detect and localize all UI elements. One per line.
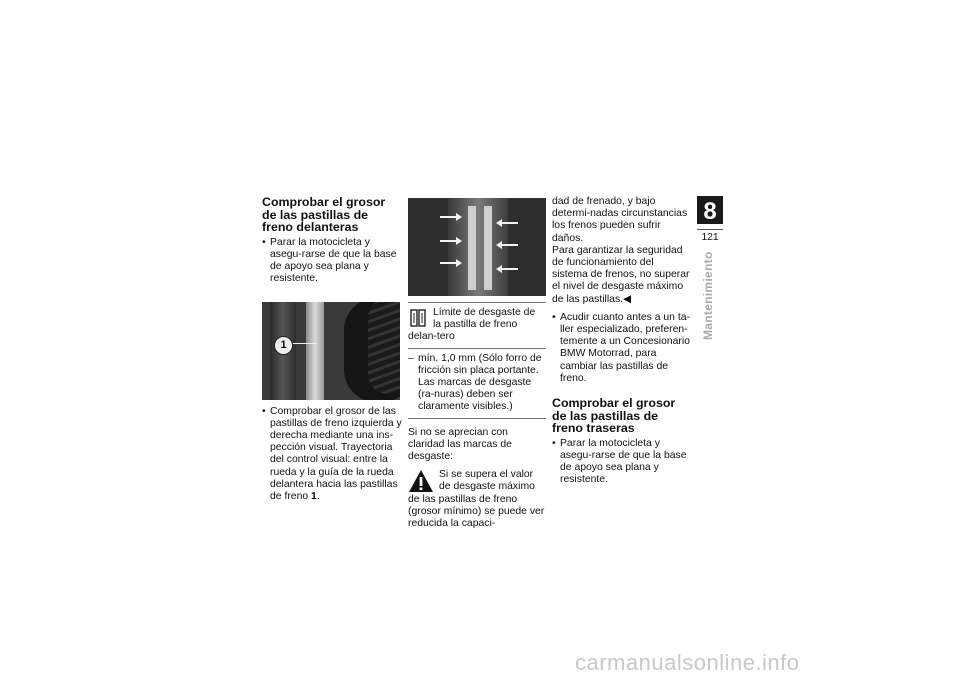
- bullet-inspect-text: Comprobar el grosor de las pastillas de freno izquierda y derecha mediante una ins-pección visual. Trayectoria del control visual: entre la rueda y la guía de la rueda delantera hacia las pastillas de freno: [270, 405, 402, 503]
- arrow-icon: [440, 262, 458, 264]
- callout-1: 1: [274, 336, 293, 355]
- bullet-park: • Parar la motocicleta y asegu-rarse de que la base de apoyo sea plana y resistente.: [262, 237, 402, 286]
- section-heading-rear: Comprobar el grosor de las pastillas de freno traseras: [552, 396, 676, 436]
- warning-icon: [408, 469, 434, 493]
- watermark: carmanualsonline.info: [575, 650, 800, 675]
- bullet-inspect: [262, 406, 402, 504]
- bullet-inspect-end: .: [316, 491, 320, 503]
- warning-block: [408, 469, 546, 530]
- pad-groove: [468, 206, 476, 290]
- arrow-icon: [500, 244, 518, 246]
- spec-value: – mín. 1,0 mm (Sólo forro de fricción sin placa portante. Las marcas de desgaste (ra-nuras) deben ser claramente visibles.): [408, 353, 546, 414]
- front-wheel-photo: [262, 302, 400, 400]
- brake-pad-photo: [408, 198, 546, 296]
- arrow-icon: [500, 268, 518, 270]
- bullet-inspect-ref: 1: [311, 491, 317, 503]
- left-column: [262, 196, 402, 503]
- bullet-workshop: • Acudir cuanto antes a un ta-ller especializado, preferen-temente a un Concesionario BMW Motorrad, para cambiar las pastillas de freno.: [552, 312, 692, 385]
- right-column: [552, 196, 692, 487]
- spec-box: [408, 302, 546, 419]
- arrow-icon: [500, 222, 518, 224]
- section-heading-front: Comprobar el grosor de las pastillas de freno delanteras: [262, 195, 386, 235]
- front-tire: [344, 302, 400, 400]
- warning-text-cont: dad de frenado, y bajo determi-nadas circunstancias los frenos pueden sufrir daños.: [552, 196, 688, 244]
- arrow-icon: [440, 216, 458, 218]
- wear-marks-text: Si no se aprecian con claridad las marcas de desgaste:: [408, 426, 512, 463]
- page-number: 121: [697, 229, 723, 243]
- brake-disc: [306, 302, 324, 400]
- safety-text: Para garantizar la seguridad de funcionamiento del sistema de frenos, no superar el nivel de desgaste máximo de las pastillas.◀: [552, 244, 690, 305]
- bullet-park-rear: • Parar la motocicleta y asegu-rarse de que la base de apoyo sea plana y resistente.: [552, 438, 692, 487]
- warning-text: Si se supera el valor de desgaste máximo de las pastillas de freno (grosor mínimo) se puede ver reducida la capaci-: [408, 469, 545, 530]
- callout-line: [292, 343, 316, 345]
- section-title-vertical: Mantenimiento: [701, 251, 715, 340]
- brake-caliper-icon: [408, 308, 428, 328]
- middle-column: [408, 196, 546, 530]
- arrow-icon: [440, 240, 458, 242]
- chapter-number: 8: [703, 198, 717, 225]
- pad-groove: [484, 206, 492, 290]
- spec-title: Límite de desgaste de la pastilla de freno delan-tero: [408, 307, 536, 343]
- spec-title-row: [408, 307, 546, 344]
